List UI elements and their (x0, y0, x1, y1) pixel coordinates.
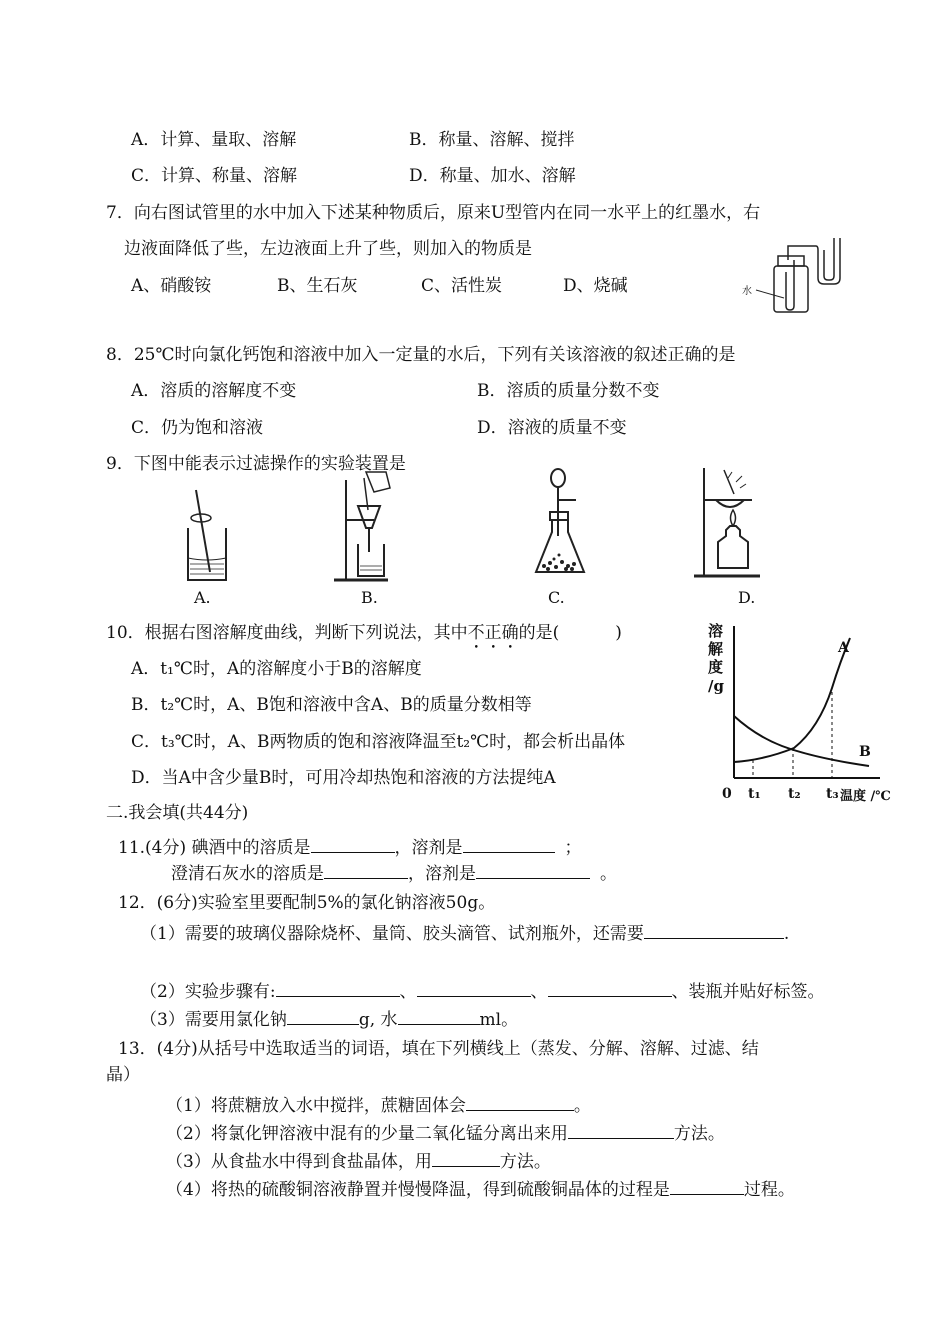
q9-caption-d: D. (738, 588, 756, 607)
q6-option-c: C．计算、称量、溶解 (131, 166, 298, 186)
q10-option-d: D．当A中含少量B时，可用冷却热饱和溶液的方法提纯A (131, 768, 556, 788)
q13-part4 (166, 1178, 795, 1201)
q12-part2-sep1: 、 (399, 982, 417, 1002)
q9-stem: 9．下图中能表示过滤操作的实验装置是 (106, 454, 406, 474)
q12-part2-text: （2）实验步骤有: (140, 982, 276, 1002)
q13-part3-b: 方法。 (499, 1152, 551, 1172)
q13-part1-a: （1）将蔗糖放入水中搅拌，蔗糖固体会 (166, 1096, 466, 1116)
q13-blank-2[interactable] (568, 1122, 674, 1139)
q12-stem: 12．(6分)实验室里要配制5%的氯化钠溶液50g。 (118, 893, 496, 913)
q7-option-d: D、烧碱 (563, 276, 628, 296)
q6-option-d: D．称量、加水、溶解 (409, 166, 576, 186)
q12-part1-end: . (783, 924, 790, 944)
q11-line2 (171, 862, 617, 885)
q10-chart-origin: 0 (722, 786, 732, 802)
q11-line2-a: 澄清石灰水的溶质是 (171, 864, 324, 884)
q10-chart-ylabel-3: 度 (708, 658, 724, 676)
q12-blank-water-volume[interactable] (398, 1008, 480, 1025)
q12-blank-step3[interactable] (548, 980, 672, 997)
q10-chart-series-a-label: A (838, 640, 849, 656)
q12-blank-step2[interactable] (417, 980, 531, 997)
q7-option-b: B、生石灰 (277, 276, 358, 296)
q12-part2-sep2: 、 (530, 982, 548, 1002)
q10-chart-ylabel-2: 解 (708, 640, 724, 658)
q9-apparatus-a-stirring (178, 486, 238, 586)
q7-option-c: C、活性炭 (421, 276, 503, 296)
q8-option-a: A．溶质的溶解度不变 (131, 381, 297, 401)
section2-title: 二.我会填(共44分) (106, 803, 249, 823)
q13-blank-1[interactable] (466, 1094, 574, 1111)
q11-blank-limewater-solute[interactable] (324, 862, 408, 879)
q10-stem-pre: 10．根据右图溶解度曲线，判断下列说法，其中 (106, 623, 468, 643)
q12-part2-end: 、装瓶并贴好标签。 (671, 982, 825, 1002)
q10-option-b: B．t₂℃时，A、B饱和溶液中含A、B的质量分数相等 (131, 695, 532, 715)
q10-stem-post: 的是( (518, 623, 560, 643)
q7-stem-line2: 边液面降低了些，左边液面上升了些，则加入的物质是 (124, 239, 532, 259)
q9-caption-c: C. (548, 588, 565, 607)
q10-chart-series-b-label: B (859, 744, 871, 760)
q10-chart-ylabel-4: /g (708, 677, 724, 695)
q11-line1 (118, 836, 582, 859)
q7-figure-water-label: 水 (742, 286, 752, 297)
q12-part3-b: g, 水 (358, 1010, 398, 1030)
q10-chart-curve-a (734, 638, 850, 762)
q7-stem-line1: 7．向右图试管里的水中加入下述某种物质后，原来U型管内在同一水平上的红墨水，右 (106, 203, 761, 223)
q12-part3 (140, 1008, 518, 1031)
q9-apparatus-b-filtration (328, 470, 408, 586)
q9-caption-a: A. (194, 588, 211, 607)
q10-chart-tick-t3: t₃ (826, 786, 839, 802)
q9-apparatus-d-evaporation (690, 464, 770, 584)
q13-part2-a: （2）将氯化钾溶液中混有的少量二氧化锰分离出来用 (166, 1124, 568, 1144)
q10-chart-tick-t1: t₁ (748, 786, 761, 802)
q9-apparatus-c-conical-flask (528, 466, 592, 580)
q13-part2-b: 方法。 (673, 1124, 725, 1144)
q13-part3-a: （3）从食盐水中得到食盐晶体，用 (166, 1152, 432, 1172)
q11-blank-iodine-solvent[interactable] (463, 836, 555, 853)
q10-stem-emphasis: 不正确 (467, 623, 519, 643)
q13-part4-b: 过程。 (743, 1180, 795, 1200)
q10-stem (106, 622, 622, 653)
q12-blank-instrument[interactable] (644, 922, 784, 939)
q8-option-d: D．溶液的质量不变 (477, 418, 627, 438)
q13-part1 (166, 1094, 591, 1117)
q12-part1 (140, 922, 789, 945)
q12-part3-c: ml。 (479, 1010, 519, 1030)
q13-part3 (166, 1150, 551, 1173)
q11-blank-iodine-solute[interactable] (311, 836, 395, 853)
q10-chart-tick-t2: t₂ (788, 786, 801, 802)
q12-part3-a: （3）需要用氯化钠 (140, 1010, 287, 1030)
q11-line2-b: ，溶剂是 (408, 864, 476, 884)
q10-chart-ylabel-1: 溶 (708, 622, 724, 640)
q8-option-b: B．溶质的质量分数不变 (477, 381, 660, 401)
q10-stem-close: ) (615, 623, 622, 643)
q13-stem-line2: 晶） (106, 1065, 140, 1085)
q8-stem: 8．25℃时向氯化钙饱和溶液中加入一定量的水后，下列有关该溶液的叙述正确的是 (106, 345, 736, 365)
q10-chart-xlabel: 温度 /℃ (840, 789, 891, 804)
q11-line1-a: 11.(4分) 碘酒中的溶质是 (118, 838, 311, 858)
q6-option-a: A．计算、量取、溶解 (131, 130, 297, 150)
q7-option-a: A、硝酸铵 (131, 276, 212, 296)
q8-option-c: C．仍为饱和溶液 (131, 418, 264, 438)
q10-solubility-chart (704, 618, 904, 808)
q12-blank-nacl-mass[interactable] (287, 1008, 359, 1025)
q7-apparatus-figure (740, 232, 860, 318)
q12-part2 (140, 980, 825, 1003)
q11-blank-limewater-solvent[interactable] (476, 862, 590, 879)
q6-option-b: B．称量、溶解、搅拌 (409, 130, 575, 150)
q12-part1-text: （1）需要的玻璃仪器除烧杯、量筒、胶头滴管、试剂瓶外，还需要 (140, 924, 644, 944)
q13-part2 (166, 1122, 725, 1145)
q13-stem-line1: 13．(4分)从括号中选取适当的词语，填在下列横线上（蒸发、分解、溶解、过滤、结 (118, 1039, 759, 1059)
q13-blank-4[interactable] (670, 1178, 744, 1195)
q10-option-a: A．t₁℃时，A的溶解度小于B的溶解度 (131, 659, 422, 679)
q11-line2-c: 。 (600, 864, 617, 884)
q13-part4-a: （4）将热的硫酸铜溶液静置并慢慢降温，得到硫酸铜晶体的过程是 (166, 1180, 670, 1200)
q13-part1-b: 。 (573, 1096, 591, 1116)
q13-blank-3[interactable] (432, 1150, 500, 1167)
q12-blank-step1[interactable] (276, 980, 400, 997)
q10-option-c: C．t₃℃时，A、B两物质的饱和溶液降温至t₂℃时，都会析出晶体 (131, 732, 626, 752)
q11-line1-b: ，溶剂是 (394, 838, 463, 858)
q11-line1-c: ； (564, 838, 582, 858)
q9-caption-b: B. (361, 588, 378, 607)
